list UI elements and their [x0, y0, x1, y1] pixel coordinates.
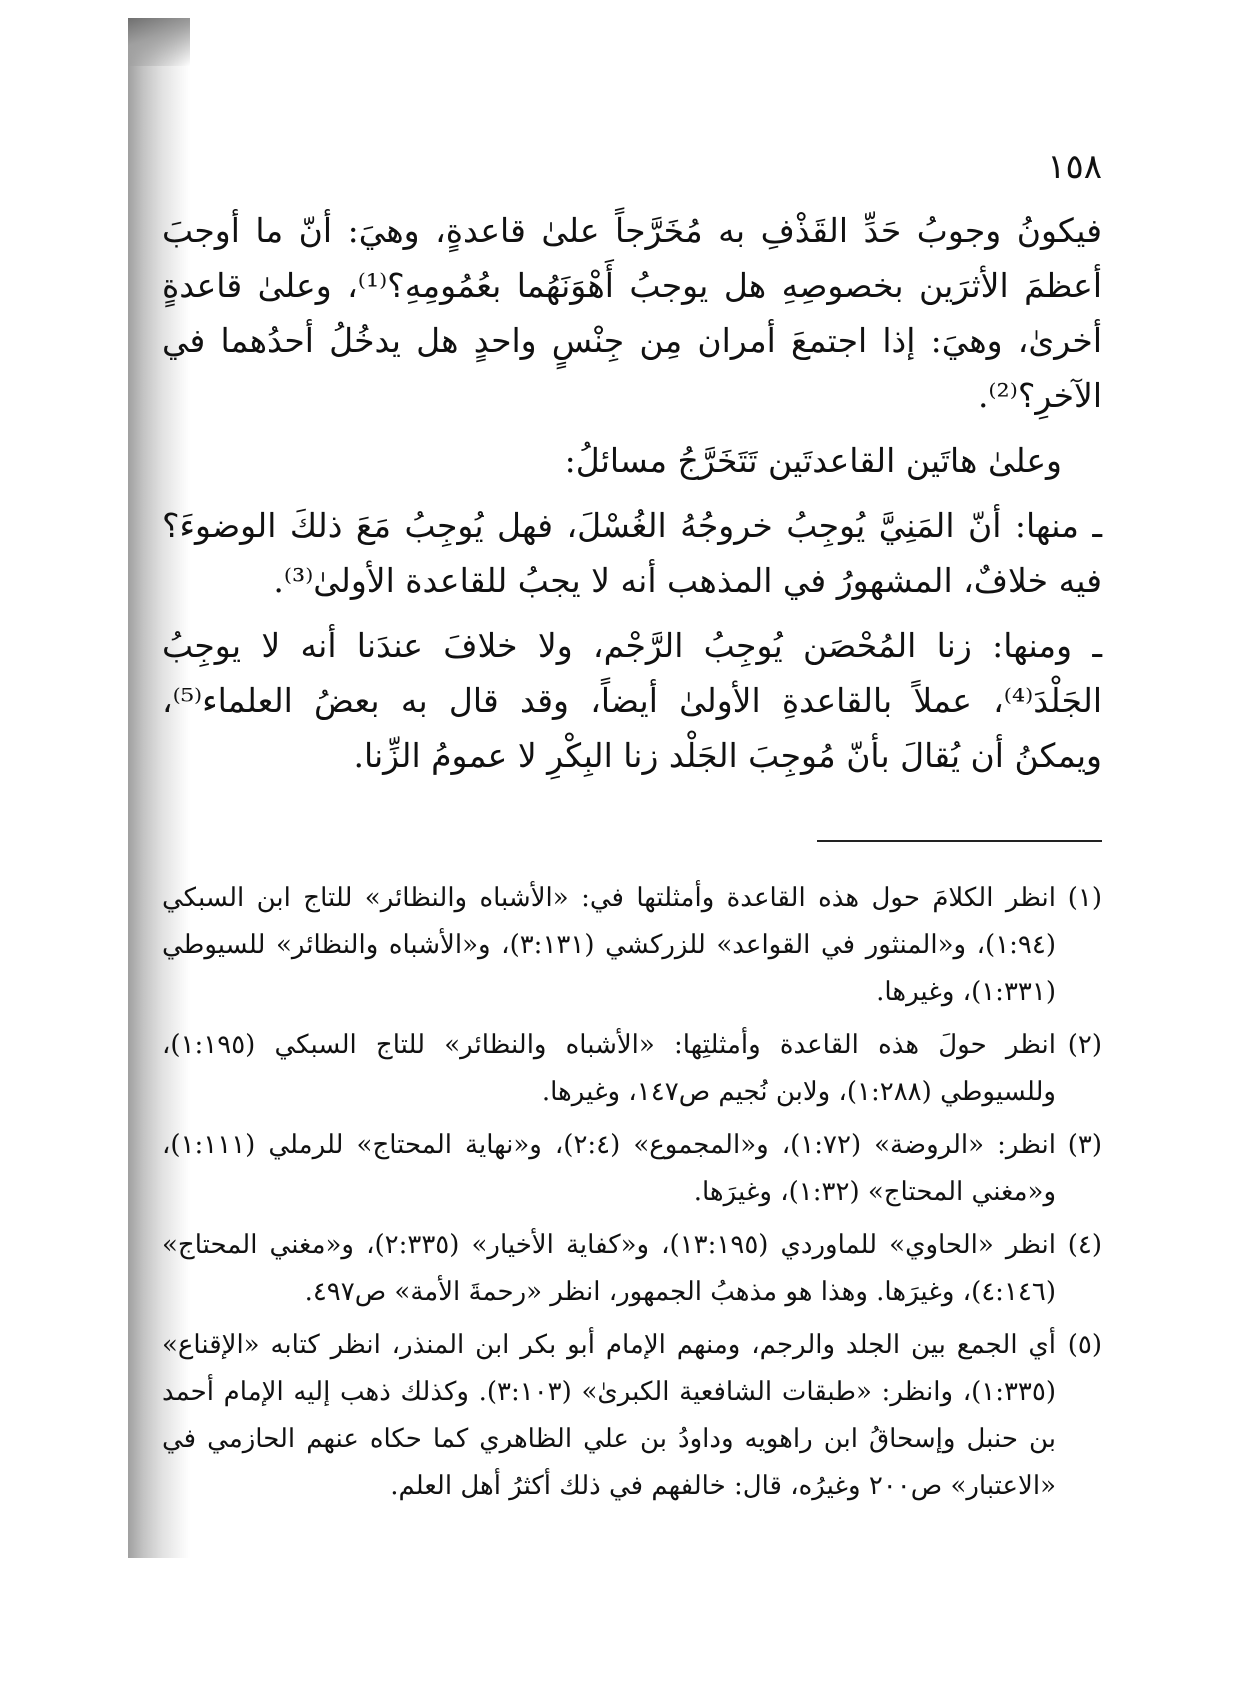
footnote-text: انظر الكلامَ حول هذه القاعدة وأمثلتها في: «الأشباه والنظائر» للتاج ابن السبكي (١:٩٤)، و«المنثور في القواعد» للزركشي (٣:١٣١)، و«الأشباه والنظائر» للسيوطي (١:٣٣١)، وغيرها. [162, 883, 1056, 1007]
scan-corner-shadow [128, 18, 190, 66]
footnote [162, 875, 1102, 1016]
footnote-marker: (٣) [1067, 1130, 1102, 1160]
footnote [162, 1022, 1102, 1116]
body-paragraph: ـ ومنها: زنا المُحْصَن يُوجِبُ الرَّجْم، ولا خلافَ عندَنا أنه لا يوجِبُ الجَلْدَ⁽⁴⁾، عملاً بالقاعدةِ الأولىٰ أيضاً، وقد قال به بعضُ العلماء⁽⁵⁾، ويمكنُ أن يُقالَ بأنّ مُوجِبَ الجَلْد زنا البِكْرِ لا عمومُ الزِّنا. [162, 626, 1102, 775]
footnote-marker: (١) [1067, 883, 1102, 913]
footnote-text: انظر «الحاوي» للماوردي (١٣:١٩٥)، و«كفاية الأخيار» (٢:٣٣٥)، و«مغني المحتاج» (٤:١٤٦)، وغيرَها. وهذا هو مذهبُ الجمهور، انظر «رحمةَ الأمة» ص٤٩٧. [162, 1230, 1056, 1307]
body-paragraph: ـ منها: أنّ المَنِيَّ يُوجِبُ خروجُهُ الغُسْلَ، فهل يُوجِبُ مَعَ ذلكَ الوضوءَ؟ فيه خلافٌ، المشهورُ في المذهب أنه لا يجبُ للقاعدة الأولىٰ⁽³⁾. [162, 506, 1102, 600]
body-paragraph: فيكونُ وجوبُ حَدِّ القَذْفِ به مُخَرَّجاً علىٰ قاعدةٍ، وهيَ: أنّ ما أوجبَ أعظمَ الأثرَين بخصوصِهِ هل يوجبُ أَهْوَنَهُما بعُمُومِهِ؟⁽¹⁾، وعلىٰ قاعدةٍ أخرىٰ، وهيَ: إذا اجتمعَ أمران مِن جِنْسٍ واحدٍ هل يدخُلُ أحدُهما في الآخرِ؟⁽²⁾. [162, 211, 1102, 415]
footnotes [162, 875, 1102, 1516]
footnote-divider [817, 840, 1102, 842]
footnote-marker: (٤) [1067, 1230, 1102, 1260]
main-text [162, 203, 1102, 793]
footnote [162, 1122, 1102, 1216]
footnote-text: انظر: «الروضة» (١:٧٢)، و«المجموع» (٢:٤)، و«نهاية المحتاج» للرملي (١:١١١)، و«مغني المحتاج» (١:٣٢)، وغيرَها. [162, 1130, 1056, 1207]
footnote-text: انظر حولَ هذه القاعدة وأمثلتِها: «الأشباه والنظائر» للتاج السبكي (١:١٩٥)، وللسيوطي (١:٢٨٨)، ولابن نُجيم ص١٤٧، وغيرها. [162, 1030, 1056, 1107]
footnote [162, 1222, 1102, 1316]
footnote [162, 1322, 1102, 1510]
footnote-marker: (٥) [1067, 1330, 1102, 1360]
body-paragraph: وعلىٰ هاتَين القاعدتَين تَتَخَرَّجُ مسائلُ: [564, 441, 1062, 480]
footnote-text: أي الجمع بين الجلد والرجم، ومنهم الإمام أبو بكر ابن المنذر، انظر كتابه «الإقناع» (١:٣٣٥)، وانظر: «طبقات الشافعية الكبرىٰ» (٣:١٠٣). وكذلك ذهب إليه الإمام أحمد بن حنبل وإسحاقُ ابن راهويه وداودُ بن علي الظاهري كما حكاه عنهم الحازمي في «الاعتبار» ص٢٠٠ وغيرُه، قال: خالفهم في ذلك أكثرُ أهل العلم. [162, 1330, 1057, 1501]
page-number: ١٥٨ [1047, 147, 1102, 187]
footnote-marker: (٢) [1067, 1030, 1102, 1060]
